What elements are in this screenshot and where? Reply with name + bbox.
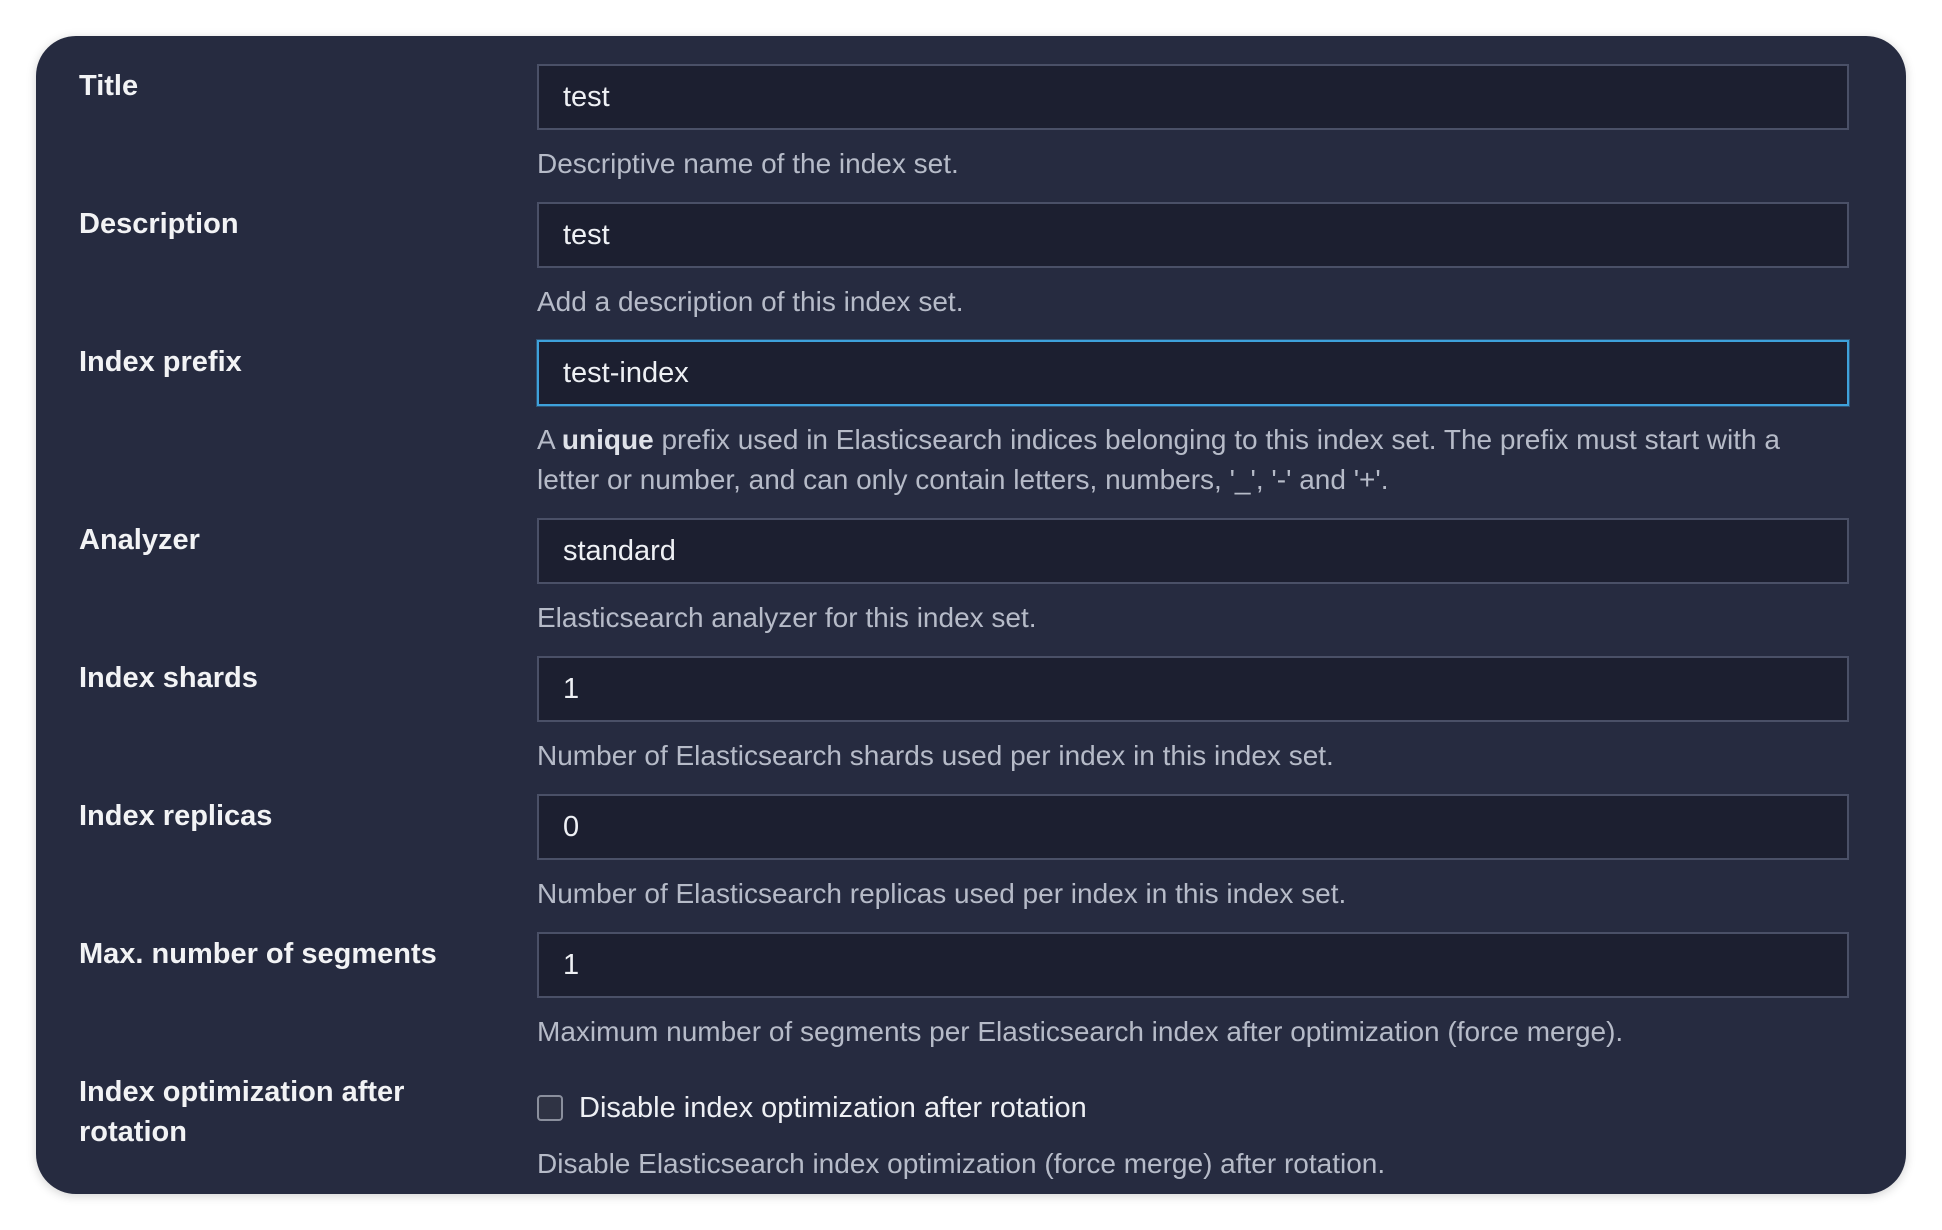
index-shards-help: Number of Elasticsearch shards used per index in this index set. — [537, 740, 1334, 771]
index-replicas-help: Number of Elasticsearch replicas used per index in this index set. — [537, 878, 1347, 909]
description-label: Description — [79, 208, 239, 240]
index-shards-input[interactable] — [537, 656, 1849, 722]
analyzer-label: Analyzer — [79, 524, 200, 556]
index-prefix-help-post: prefix used in Elasticsearch indices belonging to this index set. The prefix must start with a letter or number, and can only contain letters, numbers, '_', '-' and '+'. — [537, 424, 1780, 495]
index-optimization-label: Index optimization after rotation — [79, 1076, 405, 1148]
disable-optimization-checkbox[interactable] — [537, 1095, 563, 1121]
title-label: Title — [79, 70, 139, 102]
title-help: Descriptive name of the index set. — [537, 148, 959, 179]
max-segments-help: Maximum number of segments per Elasticsearch index after optimization (force merge). — [537, 1016, 1624, 1047]
index-optimization-help: Disable Elasticsearch index optimization (force merge) after rotation. — [537, 1148, 1386, 1179]
index-replicas-label: Index replicas — [79, 800, 273, 832]
index-prefix-help-pre: A — [537, 424, 562, 455]
max-segments-input[interactable] — [537, 932, 1849, 998]
index-prefix-label: Index prefix — [79, 346, 242, 378]
index-set-form — [36, 36, 1906, 1194]
index-prefix-input[interactable] — [537, 340, 1849, 406]
index-prefix-help — [537, 420, 1849, 500]
description-input[interactable] — [537, 202, 1849, 268]
analyzer-help: Elasticsearch analyzer for this index set. — [537, 602, 1037, 633]
title-input[interactable] — [537, 64, 1849, 130]
max-segments-label: Max. number of segments — [79, 938, 437, 970]
description-help: Add a description of this index set. — [537, 286, 964, 317]
index-replicas-input[interactable] — [537, 794, 1849, 860]
index-prefix-help-bold: unique — [561, 424, 654, 455]
disable-optimization-option[interactable] — [537, 1086, 1849, 1130]
disable-optimization-checkbox-label[interactable]: Disable index optimization after rotation — [579, 1092, 1087, 1124]
index-shards-label: Index shards — [79, 662, 258, 694]
analyzer-input[interactable] — [537, 518, 1849, 584]
